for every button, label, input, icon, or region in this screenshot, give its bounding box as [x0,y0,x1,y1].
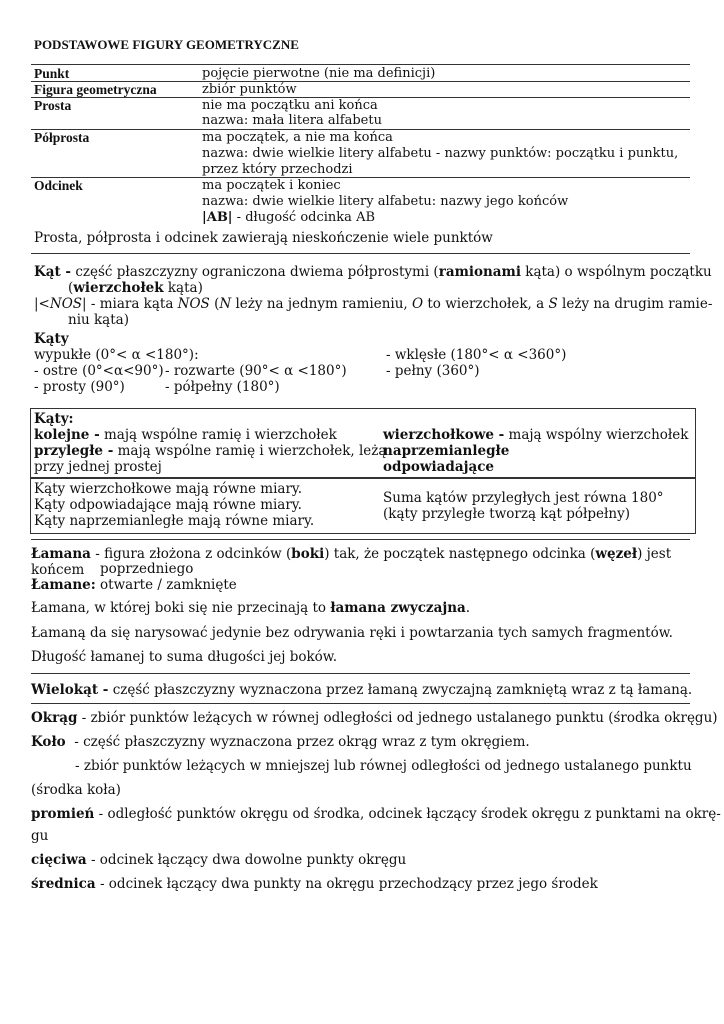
measure-text: | - miara kąta [82,296,178,312]
desc: mają wspólne ramię i wierzchołek [99,427,337,443]
segment-length-symbol: |AB| [202,210,233,225]
divider [31,673,690,674]
divider [31,253,690,254]
angle-types-heading: Kąty [34,331,69,347]
divider [31,703,690,704]
term: Okrąg [31,710,78,726]
measure-text: O [411,296,424,312]
angle-text: kąta) [163,280,203,296]
summary-text: Prosta, półprosta i odcinek zawierają nieskończenie wiele punktów [34,230,493,246]
disk-definition-3: (środka koła) [31,782,121,798]
straight-angle: - półpełny (180°) [165,379,280,395]
def-odcinek-line: nazwa: dwie wielkie litery alfabetu: nazwy jego końców [202,194,569,209]
diameter-definition [31,877,598,893]
term: kolejne - [34,427,100,443]
box-heading: Kąty: [34,411,74,427]
measure-text: to wierzchołek, a [423,296,549,312]
def-odcinek-line: ma początek i koniec [202,178,341,193]
term: Wielokąt - [31,682,109,698]
def-punkt: pojęcie pierwotne (nie ma definicji) [202,66,436,81]
desc: - zbiór punktów leżących w równej odległości od jednego ustalanego punktu (środka okręgu) [77,710,718,726]
term: boki [291,546,325,562]
term: promień [31,806,95,822]
polyline-types [31,578,237,594]
desc: Łamana, w której boki się nie przecinają to [31,600,331,616]
full-angle: - pełny (360°) [386,363,480,379]
def-polprosta-line: przez który przechodzi [202,162,353,177]
adjacent-angles-cont: przy jednej prostej [34,459,162,475]
radius-definition [31,807,721,823]
polyline-definition-cont: poprzedniego [100,561,194,577]
reflex-angle: - wklęsłe (180°< α <360°) [386,347,567,363]
measure-text: leży na drugim ramie- [557,296,713,312]
chord-definition [31,853,406,869]
desc: mają wspólne ramię i wierzchołek, leżą [113,443,387,459]
property-line: Kąty naprzemianległe mają równe miary. [34,513,315,529]
property-line: Kąty odpowiadające mają równe miary. [34,497,302,513]
term-prosta: Prosta [34,98,72,113]
desc: - odcinek łączący dwa punkty na okręgu przechodzący przez jego środek [95,876,598,892]
circle-definition [31,711,718,727]
simple-polyline [31,601,470,617]
corresponding-angles: odpowiadające [383,459,495,475]
angle-definition [34,264,718,296]
measure-text: NOS [177,296,210,312]
property-line: Suma kątów przyległych jest równa 180° [383,490,664,506]
divider [31,539,690,540]
desc: część płaszczyzny wyznaczona przez łamaną zwyczajną zamkniętą wraz z tą łamaną. [108,682,693,698]
term: Łamana [31,546,91,562]
angle-text: kąta) o wspólnym początku [520,264,712,280]
term-punkt: Punkt [34,66,70,81]
term: Koło [31,734,66,750]
desc: - figura złożona z odcinków ( [90,546,292,562]
polygon-definition [31,683,692,699]
convex-angles: wypukłe (0°< α <180°): [34,347,199,363]
term: Łamane: [31,577,96,593]
measure-text: S [548,296,558,312]
vertex-term: wierzchołek [73,280,164,296]
right-angle: - prosty (90°) [34,379,125,395]
divider [31,64,690,65]
term: wierzchołkowe - [383,427,505,443]
def-prosta-line: nie ma początku ani końca [202,98,378,113]
radius-definition-cont: gu [31,828,49,844]
obtuse-angle: - rozwarte (90°< α <180°) [165,363,347,379]
adjacent-angles [34,444,386,460]
term-polprosta: Półprosta [34,130,90,145]
measure-text: N [219,296,232,312]
measure-text: |< [34,296,50,312]
disk-definition-2: - zbiór punktów leżących w mniejszej lub równej odległości od jednego ustalanego punktu [75,758,692,774]
term: łamana zwyczajna [330,600,466,616]
measure-text: ( [209,296,220,312]
angle-text: ( [68,280,74,296]
measure-text: NOS [49,296,83,312]
measure-text: leży na jednym ramieniu, [231,296,412,312]
vertical-angles [383,428,688,444]
def-polprosta-line: ma początek, a nie ma końca [202,130,393,145]
term-figura: Figura geometryczna [34,82,157,97]
angle-text: część płaszczyzny ograniczona dwiema półprostymi ( [71,264,439,280]
desc: . [465,600,471,616]
def-prosta-line: nazwa: mała litera alfabetu [202,113,382,128]
term: średnica [31,876,96,892]
def-odcinek-line [202,210,375,226]
angle-term: Kąt - [34,264,72,280]
def-figura: zbiór punktów [202,82,297,97]
property-line: Kąty wierzchołkowe mają równe miary. [34,481,303,497]
page-title: PODSTAWOWE FIGURY GEOMETRYCZNE [34,37,299,52]
term: przyległe - [34,443,114,459]
term: cięciwa [31,852,87,868]
segment-length-text: - długość odcinka AB [232,210,376,225]
desc: ) tak, że początek następnego odcinka ( [324,546,596,562]
desc: - odcinek łączący dwa dowolne punkty okręgu [86,852,407,868]
adjacent-consecutive [34,428,337,444]
disk-definition [31,735,530,751]
term: węzeł [595,546,638,562]
property-line: (kąty przyległe tworzą kąt półpełny) [383,506,630,522]
def-polprosta-line: nazwa: dwie wielkie litery alfabetu - nazwy punktów: początku i punktu, [202,146,679,161]
acute-angle: - ostre (0°<α<90°) [34,363,164,379]
angle-measure [34,296,724,328]
term-odcinek: Odcinek [34,178,83,193]
measure-text: niu kąta) [68,312,129,328]
polyline-length: Długość łamanej to suma długości jej boków. [31,649,338,665]
divider [31,177,690,178]
alternate-angles: naprzemianległe [383,443,510,459]
polyline-drawing: Łamaną da się narysować jedynie bez odrywania ręki i powtarzania tych samych fragmentów. [31,625,673,641]
desc: otwarte / zamknięte [95,577,237,593]
desc: ) jest końcem [31,546,672,578]
desc: - część płaszczyzny wyznaczona przez okrąg wraz z tym okręgiem. [65,734,530,750]
desc: mają wspólny wierzchołek [504,427,689,443]
desc: - odległość punktów okręgu od środka, odcinek łączący środek okręgu z punktami na okrę- [94,806,721,822]
arms-term: ramionami [438,264,521,280]
